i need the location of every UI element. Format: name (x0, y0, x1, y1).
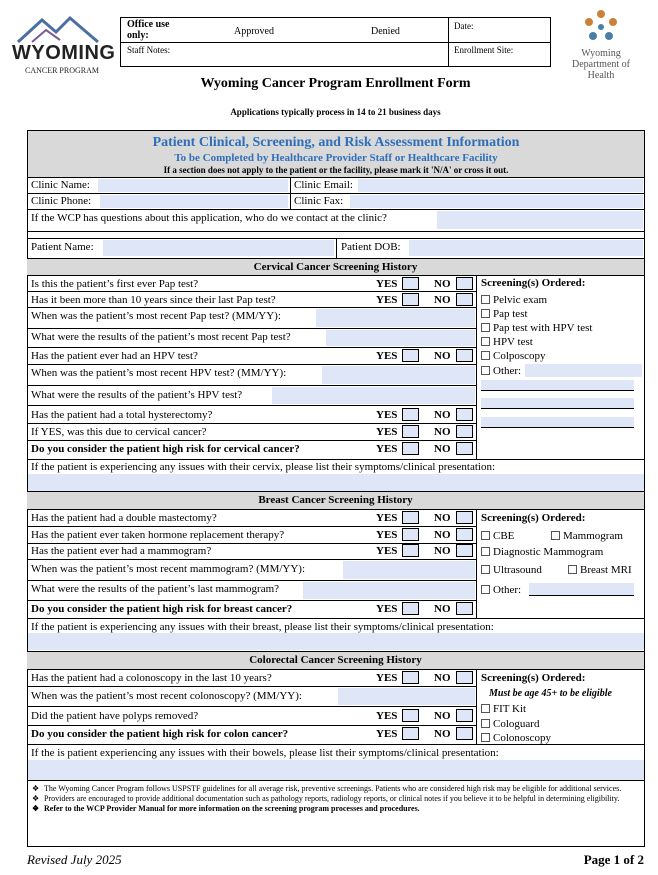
colorectal-q4-yes-checkbox[interactable] (402, 727, 419, 740)
breast-other-field[interactable] (529, 583, 634, 596)
cervical-other-line-3[interactable] (481, 417, 634, 428)
colorectal-q1-no-label: NO (434, 672, 451, 684)
cervical-other-line-2[interactable] (481, 398, 634, 409)
staff-notes-label: Staff Notes: (127, 45, 171, 55)
colorectal-q3-yes-checkbox[interactable] (402, 709, 419, 722)
colorectal-q1-yes-checkbox[interactable] (402, 671, 419, 684)
breast-q2-no-checkbox[interactable] (456, 528, 473, 541)
breast-q4: When was the patient’s most recent mammogram? (MM/YY): (31, 563, 306, 575)
cervical-opt-other[interactable] (481, 365, 521, 377)
notes-block (32, 784, 640, 814)
breast-issues-field[interactable] (28, 633, 644, 650)
cervical-section-title: Cervical Cancer Screening History (27, 259, 644, 275)
breast-q2-yes-label: YES (376, 529, 398, 541)
patient-dob-field[interactable] (409, 240, 643, 256)
breast-opt-mri[interactable] (568, 564, 632, 576)
colorectal-opt-cologuard[interactable] (481, 718, 539, 730)
cervical-opt-pap-hpv[interactable] (481, 322, 592, 334)
checkbox[interactable] (481, 733, 490, 742)
checkbox[interactable] (481, 704, 490, 713)
revised-date: Revised July 2025 (27, 852, 122, 867)
cervical-q1: Is this the patient’s first ever Pap test? (31, 278, 199, 290)
colorectal-opt-fit[interactable] (481, 703, 526, 715)
note-2 (32, 794, 640, 804)
colorectal-q3-yes-label: YES (376, 710, 398, 722)
breast-q3: Has the patient ever had a mammogram? (31, 545, 212, 557)
cervical-q7: What were the results of the patient’s HPV test? (31, 389, 243, 401)
wdh-logo (566, 8, 636, 84)
option-label: Pelvic exam (493, 294, 548, 306)
colorectal-opt-colonoscopy[interactable] (481, 732, 551, 744)
note-1-text: The Wyoming Cancer Program follows USPSTF guidelines for all average risk, preventive screenings. Patients who are considered high risk may be eligible for additional services. (44, 784, 622, 793)
option-label: Cologuard (493, 718, 540, 730)
wdh-logo-name: Wyoming Department of Health (571, 48, 631, 81)
option-label: FIT Kit (493, 703, 527, 715)
cervical-q10-no-label: NO (434, 443, 451, 455)
colorectal-age-note: Must be age 45+ to be eligible (489, 688, 612, 699)
colorectal-q4-no-checkbox[interactable] (456, 727, 473, 740)
option-label: Other: (493, 584, 522, 596)
cervical-q1-no-checkbox[interactable] (456, 277, 473, 290)
cervical-issues-label: If the patient is experiencing any issues with their cervix, please list their symptoms/clinical presentation: (31, 461, 496, 473)
cervical-q4-field[interactable] (326, 330, 475, 346)
cervical-opt-hpv[interactable] (481, 336, 533, 348)
patient-name-field[interactable] (103, 240, 334, 256)
cervical-q2: Has it been more than 10 years since their last Pap test? (31, 294, 276, 306)
clinic-email-label: Clinic Email: (294, 179, 353, 191)
checkbox[interactable] (481, 585, 490, 594)
cervical-q8-yes-label: YES (376, 409, 398, 421)
option-label: Pap test with HPV test (493, 322, 593, 334)
checkbox[interactable] (481, 337, 490, 346)
option-label: Breast MRI (580, 564, 632, 576)
colorectal-q1-no-checkbox[interactable] (456, 671, 473, 684)
wcp-logo (12, 14, 116, 76)
enrollment-site-label: Enrollment Site: (454, 45, 514, 55)
colorectal-q4: Do you consider the patient high risk for colon cancer? (31, 728, 289, 740)
cervical-opt-pelvic[interactable] (481, 294, 547, 306)
colorectal-section-title: Colorectal Cancer Screening History (27, 652, 644, 669)
breast-q6-yes-checkbox[interactable] (402, 602, 419, 615)
colorectal-q2-field[interactable] (338, 688, 475, 705)
patient-name-label: Patient Name: (31, 241, 94, 253)
colorectal-issues-field[interactable] (28, 760, 644, 780)
page-subtitle: Applications typically process in 14 to 21 business days (230, 107, 441, 117)
cervical-q8-no-label: NO (434, 409, 451, 421)
note-3 (32, 804, 640, 814)
cervical-q3-field[interactable] (316, 309, 475, 327)
cervical-q2-yes-checkbox[interactable] (402, 293, 419, 306)
cervical-q5: Has the patient ever had an HPV test? (31, 350, 198, 362)
breast-q4-field[interactable] (343, 561, 475, 579)
checkbox[interactable] (481, 719, 490, 728)
clinic-contact-label: If the WCP has questions about this application, who do we contact at the clinic? (31, 212, 387, 224)
mountain-ribbon-icon (12, 14, 112, 44)
breast-q3-no-checkbox[interactable] (456, 544, 473, 557)
breast-q1-yes-checkbox[interactable] (402, 511, 419, 524)
checkbox[interactable] (568, 565, 577, 574)
clinic-phone-field[interactable] (100, 195, 288, 208)
form-header-title: Patient Clinical, Screening, and Risk Assessment Information (152, 135, 520, 150)
colorectal-screening-ordered: Screening(s) Ordered: (481, 672, 586, 684)
breast-section-title: Breast Cancer Screening History (27, 492, 644, 509)
colorectal-q3-no-label: NO (434, 710, 451, 722)
checkbox[interactable] (481, 323, 490, 332)
cervical-q5-no-label: NO (434, 350, 451, 362)
breast-q6: Do you consider the patient high risk for breast cancer? (31, 603, 293, 615)
breast-q3-yes-label: YES (376, 545, 398, 557)
breast-q1-yes-label: YES (376, 512, 398, 524)
option-label: HPV test (493, 336, 533, 348)
breast-q2-yes-checkbox[interactable] (402, 528, 419, 541)
patient-dob-label: Patient DOB: (341, 241, 401, 253)
flower-icon (581, 8, 621, 46)
clinic-email-field[interactable] (358, 179, 643, 192)
page-number: Page 1 of 2 (583, 852, 644, 867)
cervical-q9-no-label: NO (434, 426, 451, 438)
note-2-text: Providers are encouraged to provide additional documentation such as pathology reports, radiology reports, or clinical notes if you believe it to be helpful in determining eligibility. (44, 794, 620, 803)
cervical-q5-yes-checkbox[interactable] (402, 349, 419, 362)
cervical-other-field[interactable] (525, 364, 642, 377)
cervical-q10-no-checkbox[interactable] (456, 442, 473, 455)
cervical-q8: Has the patient had a total hysterectomy? (31, 409, 213, 421)
breast-q5: What were the results of the patient’s last mammogram? (31, 583, 280, 595)
cervical-q10: Do you consider the patient high risk for cervical cancer? (31, 443, 300, 455)
checkbox[interactable] (551, 531, 560, 540)
cervical-issues-field[interactable] (28, 474, 644, 491)
breast-q3-yes-checkbox[interactable] (402, 544, 419, 557)
cervical-q9-yes-label: YES (376, 426, 398, 438)
option-label: Diagnostic Mammogram (493, 546, 604, 558)
cervical-q9: If YES, was this due to cervical cancer? (31, 426, 207, 438)
breast-q1: Has the patient had a double mastectomy? (31, 512, 217, 524)
cervical-q4: What were the results of the patient’s most recent Pap test? (31, 331, 291, 343)
breast-q6-no-checkbox[interactable] (456, 602, 473, 615)
option-label: Pap test (493, 308, 528, 320)
wcp-logo-name: WYOMING (12, 42, 116, 64)
breast-opt-other[interactable] (481, 584, 521, 596)
breast-q1-no-label: NO (434, 512, 451, 524)
cervical-q2-no-label: NO (434, 294, 451, 306)
cervical-q2-no-checkbox[interactable] (456, 293, 473, 306)
cervical-q9-no-checkbox[interactable] (456, 425, 473, 438)
office-use-box (120, 17, 551, 67)
clinic-name-label: Clinic Name: (31, 179, 90, 191)
diamond-bullet-icon: ❖ (32, 794, 40, 803)
cervical-q1-yes-label: YES (376, 278, 398, 290)
breast-screening-ordered: Screening(s) Ordered: (481, 512, 586, 524)
colorectal-q3-no-checkbox[interactable] (456, 709, 473, 722)
colorectal-issues-label: If the is patient experiencing any issues with their bowels, please list their symptoms/clinical presentation: (31, 747, 499, 759)
page-title: Wyoming Cancer Program Enrollment Form (200, 76, 471, 91)
cervical-opt-pap[interactable] (481, 308, 528, 320)
cervical-q5-yes-label: YES (376, 350, 398, 362)
cervical-q6-field[interactable] (322, 366, 475, 384)
cervical-q3: When was the patient’s most recent Pap test? (MM/YY): (31, 310, 281, 322)
date-label: Date: (454, 21, 474, 31)
cervical-screening-ordered: Screening(s) Ordered: (481, 277, 586, 289)
note-3-text: Refer to the WCP Provider Manual for more information on the screening program processes and procedures. (44, 804, 420, 813)
colorectal-q2: When was the patient’s most recent colonoscopy? (MM/YY): (31, 690, 302, 702)
breast-q1-no-checkbox[interactable] (456, 511, 473, 524)
checkbox[interactable] (481, 565, 490, 574)
cervical-q1-no-label: NO (434, 278, 451, 290)
diamond-bullet-icon: ❖ (32, 804, 40, 813)
cervical-q7-field[interactable] (272, 387, 475, 404)
clinic-phone-label: Clinic Phone: (31, 195, 92, 207)
clinic-fax-label: Clinic Fax: (294, 195, 344, 207)
option-label: Colposcopy (493, 350, 546, 362)
cervical-q5-no-checkbox[interactable] (456, 349, 473, 362)
option-label: Colonoscopy (493, 732, 552, 744)
cervical-q9-yes-checkbox[interactable] (402, 425, 419, 438)
breast-opt-ultrasound[interactable] (481, 564, 542, 576)
checkbox[interactable] (481, 309, 490, 318)
checkbox[interactable] (481, 351, 490, 360)
cervical-other-line-1[interactable] (481, 380, 634, 391)
breast-q2-no-label: NO (434, 529, 451, 541)
breast-q2: Has the patient ever taken hormone replacement therapy? (31, 529, 285, 541)
breast-opt-mammogram[interactable] (551, 530, 623, 542)
checkbox[interactable] (481, 531, 490, 540)
option-label: Ultrasound (493, 564, 542, 576)
checkbox[interactable] (481, 547, 490, 556)
cervical-q6: When was the patient’s most recent HPV test? (MM/YY): (31, 367, 287, 379)
approved-label: Approved (234, 26, 274, 37)
clinic-contact-field[interactable] (437, 211, 643, 229)
wcp-logo-sub: CANCER PROGRAM (24, 66, 99, 75)
option-label: CBE (493, 530, 515, 542)
breast-q5-field[interactable] (303, 582, 475, 599)
cervical-opt-colposcopy[interactable] (481, 350, 546, 362)
checkbox[interactable] (481, 366, 490, 375)
breast-opt-diagnostic[interactable] (481, 546, 603, 558)
form-header-note: If a section does not apply to the patient or the facility, please mark it 'N/A' or cross it out. (163, 165, 509, 175)
option-label: Mammogram (563, 530, 623, 542)
form-header-sub: To be Completed by Healthcare Provider Staff or Healthcare Facility (174, 152, 498, 164)
breast-q3-no-label: NO (434, 545, 451, 557)
cervical-q1-yes-checkbox[interactable] (402, 277, 419, 290)
cervical-q8-yes-checkbox[interactable] (402, 408, 419, 421)
breast-q6-yes-label: YES (376, 603, 398, 615)
cervical-q10-yes-label: YES (376, 443, 398, 455)
diamond-bullet-icon: ❖ (32, 784, 40, 793)
cervical-q2-yes-label: YES (376, 294, 398, 306)
colorectal-q3: Did the patient have polyps removed? (31, 710, 199, 722)
breast-q6-no-label: NO (434, 603, 451, 615)
colorectal-q1-yes-label: YES (376, 672, 398, 684)
colorectal-q4-yes-label: YES (376, 728, 398, 740)
breast-opt-cbe[interactable] (481, 530, 514, 542)
clinic-name-field[interactable] (98, 179, 288, 192)
office-use-label: Office use only: (127, 19, 170, 41)
cervical-q8-no-checkbox[interactable] (456, 408, 473, 421)
cervical-q10-yes-checkbox[interactable] (402, 442, 419, 455)
breast-issues-label: If the patient is experiencing any issues with their breast, please list their symptoms/clinical presentation: (31, 621, 494, 633)
option-label: Other: (493, 365, 522, 377)
note-1 (32, 784, 640, 794)
colorectal-q1: Has the patient had a colonoscopy in the last 10 years? (31, 672, 272, 684)
clinic-fax-field[interactable] (350, 195, 643, 208)
denied-label: Denied (371, 26, 400, 37)
colorectal-q4-no-label: NO (434, 728, 451, 740)
checkbox[interactable] (481, 295, 490, 304)
